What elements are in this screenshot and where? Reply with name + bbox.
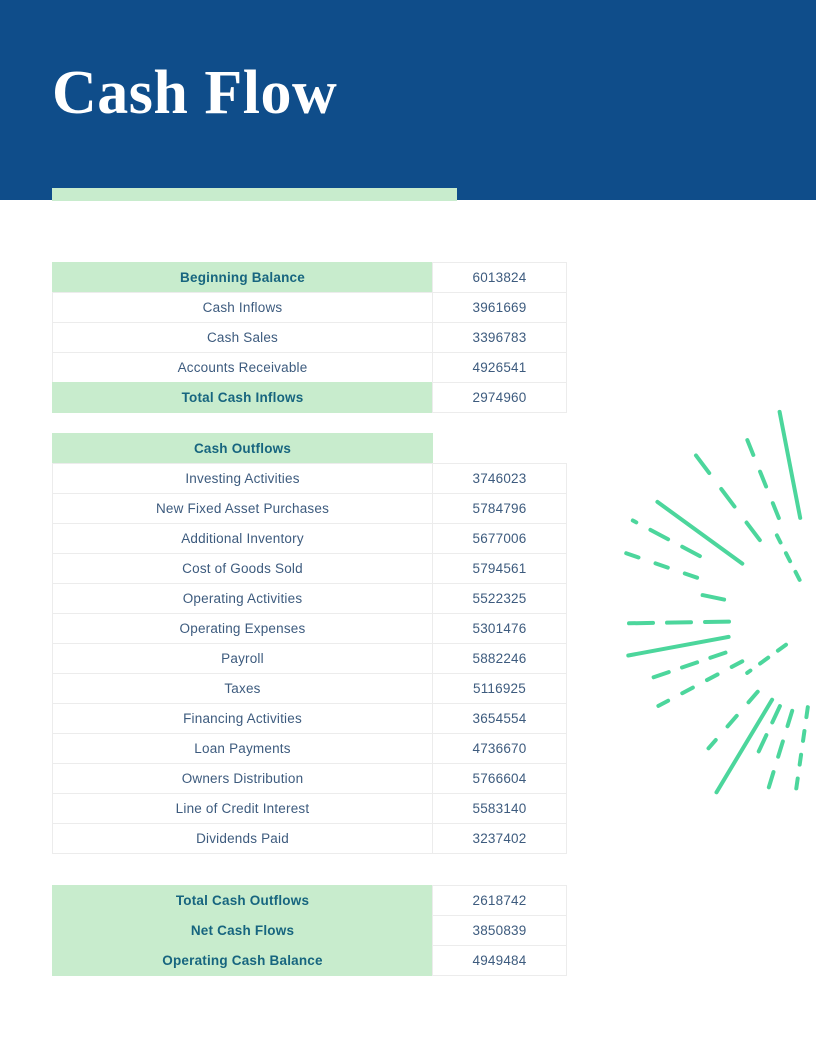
row-value xyxy=(432,433,567,464)
table-section-summary xyxy=(52,885,568,976)
row-label: Financing Activities xyxy=(52,703,433,734)
table-row xyxy=(52,583,568,614)
table-row xyxy=(52,703,568,734)
table-row xyxy=(52,673,568,704)
row-value: 4736670 xyxy=(432,733,567,764)
table-row xyxy=(52,915,568,946)
table-row xyxy=(52,643,568,674)
row-value: 5522325 xyxy=(432,583,567,614)
row-value: 3237402 xyxy=(432,823,567,854)
row-label: Beginning Balance xyxy=(52,262,433,293)
table-row xyxy=(52,352,568,383)
row-value: 2974960 xyxy=(432,382,567,413)
row-label: Owners Distribution xyxy=(52,763,433,794)
table-row xyxy=(52,945,568,976)
row-value: 5301476 xyxy=(432,613,567,644)
table-row xyxy=(52,523,568,554)
row-value: 4926541 xyxy=(432,352,567,383)
table-row xyxy=(52,292,568,323)
row-value: 5677006 xyxy=(432,523,567,554)
row-label: Payroll xyxy=(52,643,433,674)
row-value: 2618742 xyxy=(432,885,567,916)
row-label: Line of Credit Interest xyxy=(52,793,433,824)
table-row xyxy=(52,433,568,464)
table-row xyxy=(52,463,568,494)
row-label: Additional Inventory xyxy=(52,523,433,554)
table-section-cash-inflows xyxy=(52,262,568,413)
row-label: Cost of Goods Sold xyxy=(52,553,433,584)
table-row xyxy=(52,382,568,413)
row-value: 3654554 xyxy=(432,703,567,734)
table-row xyxy=(52,823,568,854)
table-row xyxy=(52,613,568,644)
table-row xyxy=(52,885,568,916)
row-value: 3746023 xyxy=(432,463,567,494)
row-label: Operating Activities xyxy=(52,583,433,614)
row-value: 5583140 xyxy=(432,793,567,824)
row-label: Accounts Receivable xyxy=(52,352,433,383)
row-value: 4949484 xyxy=(432,945,567,976)
table-row xyxy=(52,493,568,524)
row-value: 3396783 xyxy=(432,322,567,353)
table-row xyxy=(52,262,568,293)
row-label: New Fixed Asset Purchases xyxy=(52,493,433,524)
row-label: Operating Expenses xyxy=(52,613,433,644)
row-value: 5794561 xyxy=(432,553,567,584)
row-label: Cash Sales xyxy=(52,322,433,353)
row-label: Taxes xyxy=(52,673,433,704)
row-label: Net Cash Flows xyxy=(52,915,433,946)
row-label: Operating Cash Balance xyxy=(52,945,433,976)
table-row xyxy=(52,763,568,794)
row-value: 3961669 xyxy=(432,292,567,323)
table-row xyxy=(52,793,568,824)
row-label: Total Cash Inflows xyxy=(52,382,433,413)
row-label: Loan Payments xyxy=(52,733,433,764)
row-value: 5766604 xyxy=(432,763,567,794)
row-value: 6013824 xyxy=(432,262,567,293)
row-label: Total Cash Outflows xyxy=(52,885,433,916)
row-value: 3850839 xyxy=(432,915,567,946)
table-section-cash-outflows xyxy=(52,433,568,854)
page-header xyxy=(0,0,816,200)
row-label: Cash Inflows xyxy=(52,292,433,323)
table-row xyxy=(52,553,568,584)
row-label: Investing Activities xyxy=(52,463,433,494)
row-value: 5784796 xyxy=(432,493,567,524)
header-accent-bar xyxy=(52,188,457,201)
cash-flow-table xyxy=(52,262,568,976)
row-value: 5116925 xyxy=(432,673,567,704)
table-row xyxy=(52,322,568,353)
row-value: 5882246 xyxy=(432,643,567,674)
row-label: Dividends Paid xyxy=(52,823,433,854)
table-row xyxy=(52,733,568,764)
starburst-decoration-icon xyxy=(596,400,816,836)
row-label: Cash Outflows xyxy=(52,433,433,464)
page-title: Cash Flow xyxy=(52,59,338,127)
